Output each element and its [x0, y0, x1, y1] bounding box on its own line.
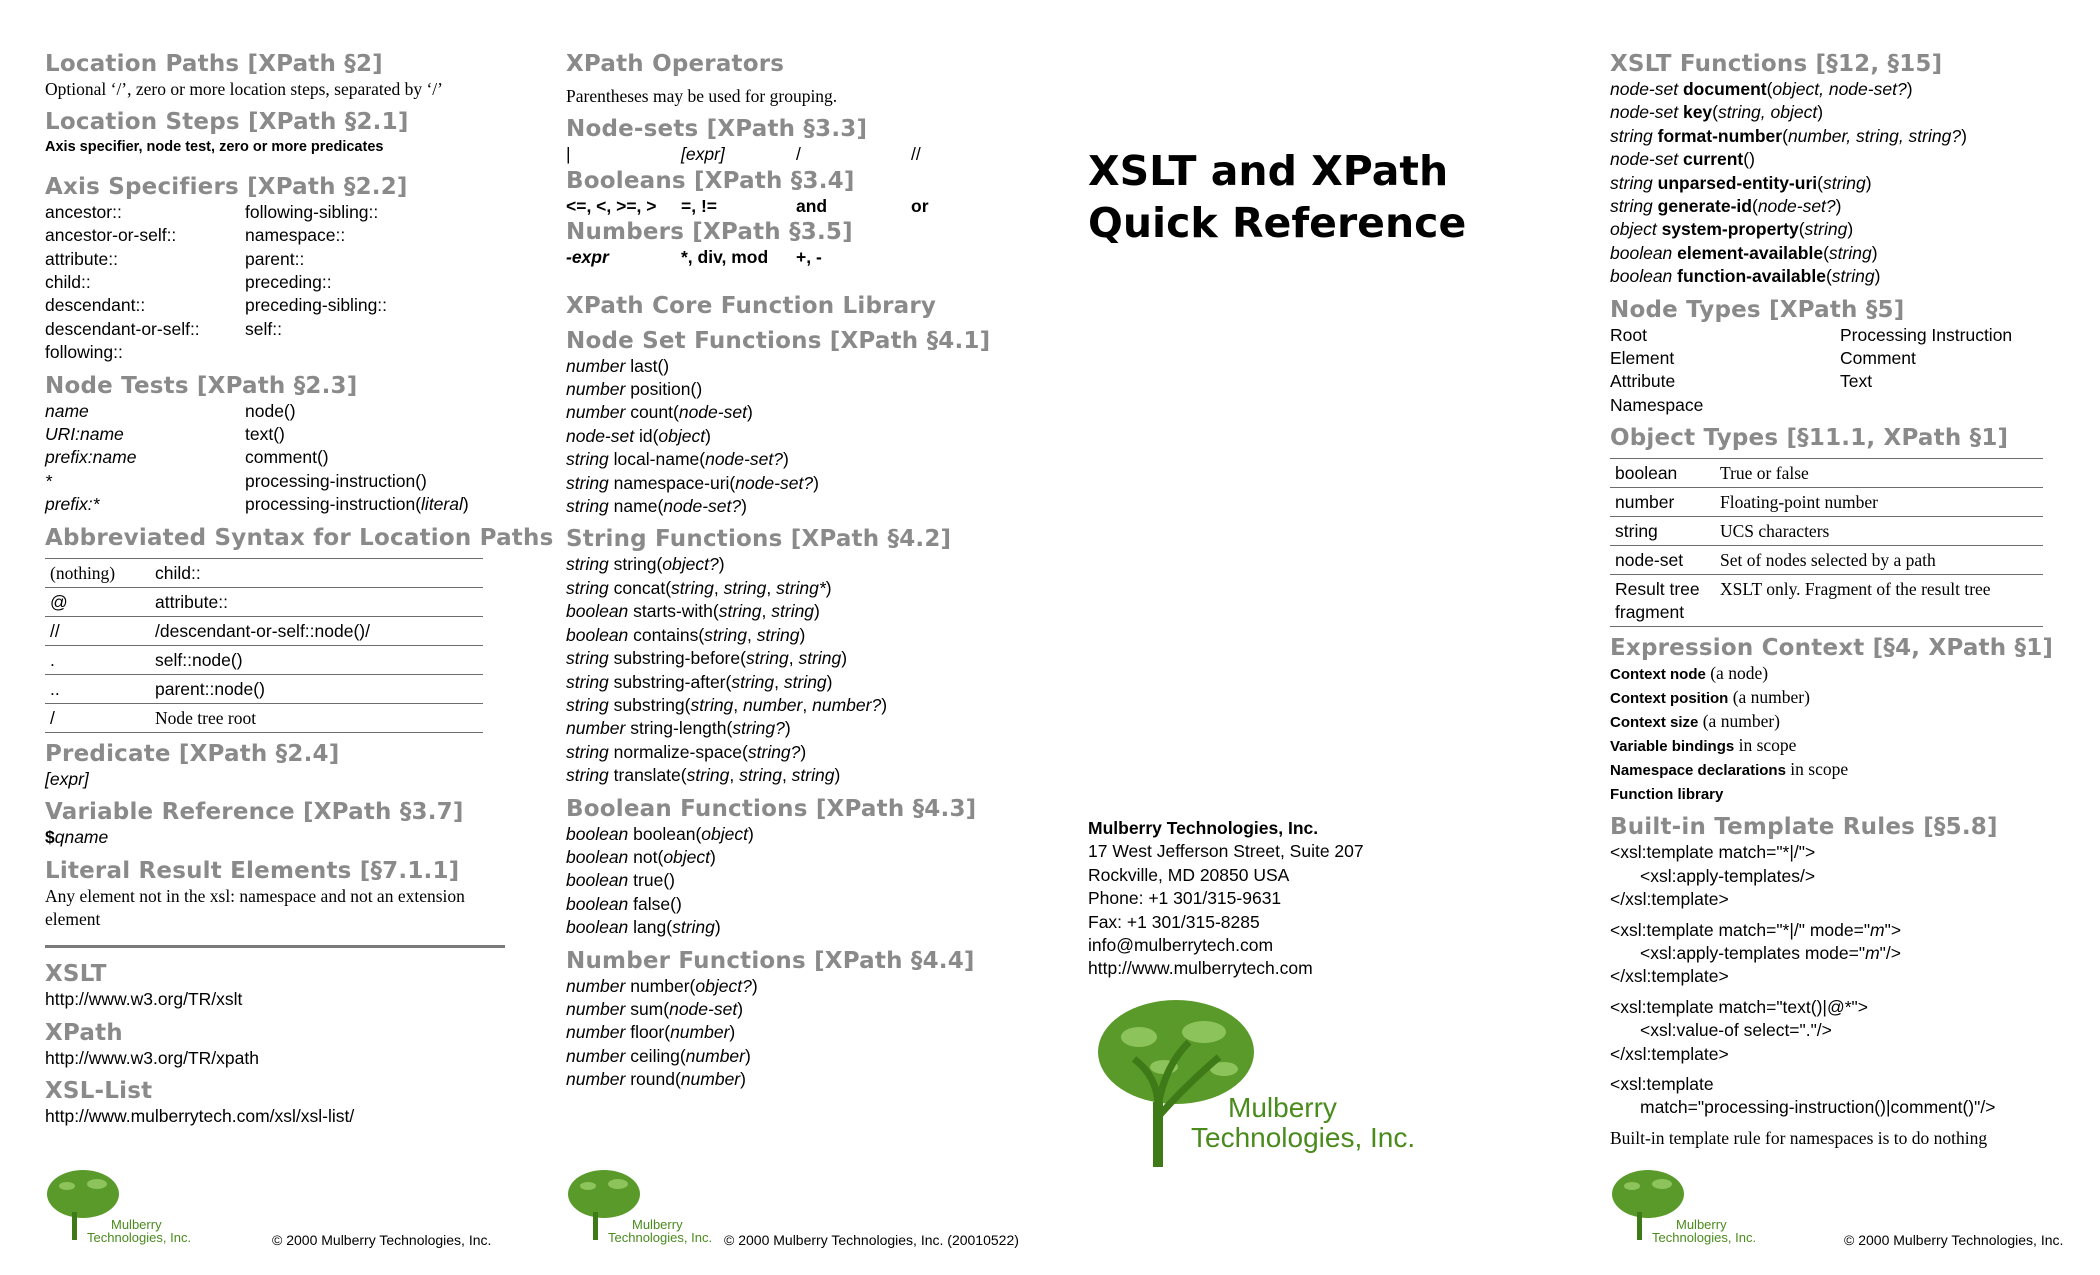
abbrev-syntax-value: self::node()	[155, 649, 243, 670]
abbrev-syntax-value: Node tree root	[155, 707, 257, 728]
node-type-value: Comment	[1840, 348, 1916, 369]
footer-logo-text-4a: Mulberry	[1676, 1217, 1727, 1232]
operators-text: Parentheses may be used for grouping.	[566, 86, 838, 106]
node-sets-heading: Node-sets [XPath §3.3]	[566, 116, 868, 143]
axis-specifiers-heading: Axis Specifiers [XPath §2.2]	[45, 173, 408, 200]
axis-specifier-value: following-sibling::	[245, 201, 379, 222]
object-type-row	[1610, 459, 2043, 488]
axis-specifier-value: self::	[245, 318, 282, 339]
number-functions-list	[566, 975, 966, 1092]
abbrev-syntax-row	[45, 558, 483, 587]
string-functions-list	[566, 553, 966, 787]
abbrev-syntax-key: .	[50, 649, 55, 670]
email-address[interactable]: info@mulberrytech.com	[1088, 935, 1274, 956]
template-rule-line: match="processing-instruction()|comment()"/>	[1640, 1097, 1996, 1118]
template-rule-line: <xsl:template match="*|/" mode="m">	[1610, 919, 1902, 940]
object-type-value: Floating-point number	[1720, 492, 1878, 513]
template-rules-heading: Built-in Template Rules [§5.8]	[1610, 814, 1998, 841]
abbrev-syntax-key: (nothing)	[50, 562, 116, 583]
number-function: number number(object?)	[566, 975, 758, 996]
node-test-pattern: name	[45, 400, 89, 421]
node-test-pattern: prefix:name	[45, 447, 137, 468]
variable-reference-heading: Variable Reference [XPath §3.7]	[45, 799, 464, 826]
boolean-function: boolean true()	[566, 870, 675, 891]
number-function: number ceiling(number)	[566, 1045, 751, 1066]
string-function: string substring-before(string, string)	[566, 648, 848, 669]
node-test-function: processing-instruction()	[245, 470, 427, 491]
footer-logo-text-2b: Technologies, Inc.	[608, 1230, 713, 1245]
node-set-operators	[566, 143, 966, 166]
template-rule-line: <xsl:template	[1610, 1073, 1714, 1094]
link-url[interactable]: http://www.mulberrytech.com/xsl/xsl-list/	[45, 1106, 355, 1127]
company-name: Mulberry Technologies, Inc.	[1088, 818, 1319, 838]
boolean-operator: <=, <, >=, >	[566, 195, 657, 216]
node-set-operator: //	[911, 144, 921, 165]
footer-logo-4	[1610, 1168, 1757, 1245]
location-steps-text: Axis specifier, node test, zero or more predicates	[45, 139, 384, 156]
string-function: string normalize-space(string?)	[566, 741, 807, 762]
node-type-value	[1840, 394, 2040, 417]
boolean-functions-list	[566, 823, 966, 940]
axis-specifier-value	[245, 341, 505, 364]
abbrev-syntax-key: //	[50, 620, 60, 641]
xslt-function: boolean function-available(string)	[1610, 266, 1881, 287]
link-spacer	[45, 1129, 505, 1136]
axis-specifier-term: following::	[45, 342, 123, 363]
expression-context-item: Function library	[1610, 786, 1724, 804]
node-set-functions-list	[566, 355, 966, 519]
node-type-term: Attribute	[1610, 371, 1676, 392]
abbrev-syntax-row	[45, 703, 483, 732]
address-line2: Rockville, MD 20850 USA	[1088, 864, 1290, 885]
axis-specifier-term: ancestor::	[45, 201, 122, 222]
footer-logo-text-2a: Mulberry	[632, 1217, 683, 1232]
abbrev-syntax-key: @	[50, 591, 68, 612]
predicate-heading: Predicate [XPath §2.4]	[45, 740, 340, 767]
axis-specifier-term: child::	[45, 272, 91, 293]
logo-text-line1: Mulberry	[1228, 1091, 1337, 1123]
number-operator: -expr	[566, 247, 609, 268]
column-2	[566, 50, 991, 1092]
abbrev-syntax-key: ..	[50, 678, 60, 699]
xslt-function: object system-property(string)	[1610, 219, 1854, 240]
node-set-function: string local-name(node-set?)	[566, 449, 789, 470]
object-type-row	[1610, 575, 2043, 627]
location-steps-heading: Location Steps [XPath §2.1]	[45, 109, 409, 136]
xslt-function: boolean element-available(string)	[1610, 242, 1878, 263]
node-set-function: node-set id(object)	[566, 425, 711, 446]
boolean-operators	[566, 195, 966, 218]
node-test-pattern: prefix:*	[45, 494, 100, 515]
object-type-value: XSLT only. Fragment of the result tree	[1720, 579, 1991, 600]
number-operator: +, -	[796, 247, 822, 268]
object-type-key: Result tree fragment	[1615, 579, 1700, 623]
expression-context-item: Namespace declarations in scope	[1610, 759, 1849, 780]
link-heading: XPath	[45, 1019, 123, 1046]
variable-reference-text: $qname	[45, 827, 109, 848]
axis-specifiers-list	[45, 201, 505, 365]
copyright-2: © 2000 Mulberry Technologies, Inc. (20010522)	[724, 1232, 1019, 1248]
template-rules-list	[1610, 841, 2050, 1150]
axis-specifier-term: attribute::	[45, 248, 118, 269]
link-heading: XSLT	[45, 961, 107, 988]
string-function: string translate(string, string, string)	[566, 765, 841, 786]
location-paths-heading: Location Paths [XPath §2]	[45, 51, 383, 77]
expression-context-item: Context size (a number)	[1610, 711, 1780, 732]
xslt-function: node-set document(object, node-set?)	[1610, 79, 1913, 99]
xpath-operators-heading: XPath Operators	[566, 51, 785, 77]
node-test-pattern: URI:name	[45, 424, 124, 445]
abbrev-syntax-value: attribute::	[155, 591, 228, 612]
node-test-function: comment()	[245, 447, 329, 468]
template-rule-line: </xsl:template>	[1610, 966, 1729, 987]
footer-logo-2	[566, 1168, 713, 1245]
node-test-pattern: *	[45, 470, 52, 491]
object-type-value: Set of nodes selected by a path	[1720, 550, 1936, 571]
link-url[interactable]: http://www.w3.org/TR/xpath	[45, 1047, 259, 1068]
address-line1: 17 West Jefferson Street, Suite 207	[1088, 841, 1364, 862]
template-rule-note: Built-in template rule for namespaces is to do nothing	[1610, 1127, 1988, 1148]
axis-specifier-term: descendant-or-self::	[45, 318, 200, 339]
location-paths-text: Optional ‘/’, zero or more location steps, separated by ‘/’	[45, 79, 443, 99]
phone-number: Phone: +1 301/315-9631	[1088, 888, 1282, 909]
node-types-list	[1610, 324, 2050, 418]
abbrev-syntax-row	[45, 645, 483, 674]
xslt-function: string unparsed-entity-uri(string)	[1610, 172, 1872, 193]
section-divider	[45, 945, 505, 948]
node-type-value: Processing Instruction	[1840, 324, 2013, 345]
object-type-row	[1610, 488, 2043, 517]
template-rule-block	[1610, 1073, 2050, 1120]
expression-context-item: Variable bindings in scope	[1610, 735, 1797, 756]
object-type-value: True or false	[1720, 463, 1809, 484]
xslt-function: string format-number(number, string, string?)	[1610, 125, 1967, 146]
axis-specifier-value: namespace::	[245, 225, 346, 246]
template-rule-line: </xsl:template>	[1610, 889, 1729, 910]
abbreviated-syntax-table	[45, 558, 483, 733]
template-rule-line: <xsl:value-of select="."/>	[1640, 1020, 1832, 1041]
expression-context-heading: Expression Context [§4, XPath §1]	[1610, 635, 2054, 662]
number-function: number sum(node-set)	[566, 998, 744, 1019]
axis-specifier-term: ancestor-or-self::	[45, 225, 177, 246]
abbrev-syntax-value: /descendant-or-self::node()/	[155, 620, 370, 641]
logo-text-line2: Technologies, Inc.	[1191, 1121, 1416, 1153]
node-tests-list	[45, 400, 505, 517]
template-rule-line: <xsl:apply-templates mode="m"/>	[1640, 942, 1901, 963]
core-library-heading: XPath Core Function Library	[566, 292, 937, 319]
number-operators	[566, 246, 966, 269]
boolean-functions-heading: Boolean Functions [XPath §4.3]	[566, 795, 977, 822]
expression-context-item: Context node (a node)	[1610, 663, 1769, 684]
node-set-function: number last()	[566, 355, 670, 376]
column-1	[45, 50, 554, 1136]
object-type-key: node-set	[1615, 550, 1684, 571]
object-types-table	[1610, 458, 2043, 627]
string-function: number string-length(string?)	[566, 718, 791, 739]
node-set-operator: [expr]	[681, 144, 725, 165]
links-block	[45, 960, 505, 1135]
boolean-operator: =, !=	[681, 195, 717, 216]
boolean-function: boolean lang(string)	[566, 917, 721, 938]
footer-logo-text-1b: Technologies, Inc.	[87, 1230, 192, 1245]
booleans-heading: Booleans [XPath §3.4]	[566, 167, 855, 194]
template-rule-block	[1610, 996, 2050, 1066]
document-title-line2: Quick Reference	[1088, 199, 1467, 247]
template-rule-line: <xsl:template match="text()|@*">	[1610, 996, 1868, 1017]
object-type-key: boolean	[1615, 463, 1678, 484]
object-types-heading: Object Types [§11.1, XPath §1]	[1610, 425, 2009, 452]
template-rule-line: <xsl:template match="*|/">	[1610, 842, 1816, 863]
object-type-value: UCS characters	[1720, 521, 1830, 542]
copyright-1: © 2000 Mulberry Technologies, Inc.	[272, 1232, 492, 1248]
string-function: string string(object?)	[566, 554, 725, 575]
node-type-term: Element	[1610, 348, 1675, 369]
copyright-4: © 2000 Mulberry Technologies, Inc.	[1844, 1232, 2064, 1248]
boolean-operator: or	[911, 195, 929, 216]
axis-specifier-value: preceding-sibling::	[245, 295, 388, 316]
node-set-function: number count(node-set)	[566, 402, 753, 423]
fax-number: Fax: +1 301/315-8285	[1088, 911, 1260, 932]
number-functions-heading: Number Functions [XPath §4.4]	[566, 947, 975, 974]
boolean-operator: and	[796, 195, 828, 216]
link-spacer	[45, 1070, 505, 1077]
number-operator	[911, 246, 1006, 269]
literal-result-line1: Any element not in the xsl: namespace and not an extension	[45, 885, 465, 906]
node-set-function: string namespace-uri(node-set?)	[566, 472, 819, 493]
object-type-key: number	[1615, 492, 1675, 513]
object-type-row	[1610, 546, 2043, 575]
predicate-text: [expr]	[45, 768, 89, 789]
footer-logo-text-4b: Technologies, Inc.	[1652, 1230, 1757, 1245]
document-title-line1: XSLT and XPath	[1088, 147, 1449, 195]
template-rule-block	[1610, 841, 2050, 911]
node-set-operator: |	[566, 144, 571, 165]
node-test-function: processing-instruction(literal)	[245, 494, 469, 515]
node-type-term: Root	[1610, 324, 1647, 345]
boolean-function: boolean false()	[566, 893, 682, 914]
column-4	[1610, 50, 2054, 1150]
axis-specifier-value: preceding::	[245, 272, 332, 293]
footer-logo-1	[45, 1168, 192, 1245]
literal-result-line2: element	[45, 908, 101, 929]
literal-result-heading: Literal Result Elements [§7.1.1]	[45, 857, 460, 884]
abbrev-syntax-key: /	[50, 707, 55, 728]
object-type-row	[1610, 517, 2043, 546]
link-url[interactable]: http://www.w3.org/TR/xslt	[45, 989, 243, 1010]
string-functions-heading: String Functions [XPath §4.2]	[566, 526, 952, 553]
string-function: string substring-after(string, string)	[566, 671, 833, 692]
node-test-function: node()	[245, 400, 296, 421]
abbrev-syntax-value: child::	[155, 562, 201, 583]
node-test-function: text()	[245, 424, 285, 445]
company-logo	[1088, 997, 1448, 1177]
abbrev-syntax-row	[45, 587, 483, 616]
boolean-function: boolean boolean(object)	[566, 823, 754, 844]
xslt-functions-list	[1610, 78, 2050, 289]
node-tests-heading: Node Tests [XPath §2.3]	[45, 372, 358, 399]
expression-context-item: Context position (a number)	[1610, 687, 1810, 708]
axis-specifier-value: parent::	[245, 248, 305, 269]
xslt-function: node-set current()	[1610, 149, 1755, 170]
template-rule-line: <xsl:apply-templates/>	[1640, 865, 1816, 886]
number-operator: *, div, mod	[681, 247, 769, 268]
link-spacer	[45, 1012, 505, 1019]
string-function: string substring(string, number, number?)	[566, 694, 888, 715]
node-type-term: Namespace	[1610, 394, 1704, 415]
xslt-functions-heading: XSLT Functions [§12, §15]	[1610, 51, 1943, 77]
node-type-value: Text	[1840, 371, 1873, 392]
node-set-functions-heading: Node Set Functions [XPath §4.1]	[566, 327, 991, 354]
node-set-function: number position()	[566, 379, 703, 400]
xslt-function: string generate-id(node-set?)	[1610, 196, 1842, 217]
axis-specifier-term: descendant::	[45, 295, 146, 316]
string-function: boolean contains(string, string)	[566, 624, 806, 645]
xslt-function: node-set key(string, object)	[1610, 102, 1824, 123]
node-set-function: string name(node-set?)	[566, 496, 747, 517]
string-function: boolean starts-with(string, string)	[566, 601, 820, 622]
link-heading: XSL-List	[45, 1078, 153, 1105]
template-rule-line: </xsl:template>	[1610, 1043, 1729, 1064]
website-url[interactable]: http://www.mulberrytech.com	[1088, 958, 1313, 979]
expression-context-list	[1610, 662, 2050, 806]
abbrev-syntax-row	[45, 674, 483, 703]
node-types-heading: Node Types [XPath §5]	[1610, 296, 1905, 323]
column-3	[1088, 145, 1508, 1177]
template-rule-block	[1610, 919, 2050, 989]
number-function: number round(number)	[566, 1069, 746, 1090]
boolean-function: boolean not(object)	[566, 846, 716, 867]
number-function: number floor(number)	[566, 1022, 736, 1043]
footer-logo-text-1a: Mulberry	[111, 1217, 162, 1232]
object-type-key: string	[1615, 521, 1658, 542]
string-function: string concat(string, string, string*)	[566, 577, 832, 598]
abbrev-syntax-value: parent::node()	[155, 678, 265, 699]
abbrev-syntax-row	[45, 616, 483, 645]
abbreviated-syntax-heading: Abbreviated Syntax for Location Paths	[45, 524, 554, 551]
numbers-heading: Numbers [XPath §3.5]	[566, 219, 853, 246]
node-set-operator: /	[796, 144, 801, 165]
